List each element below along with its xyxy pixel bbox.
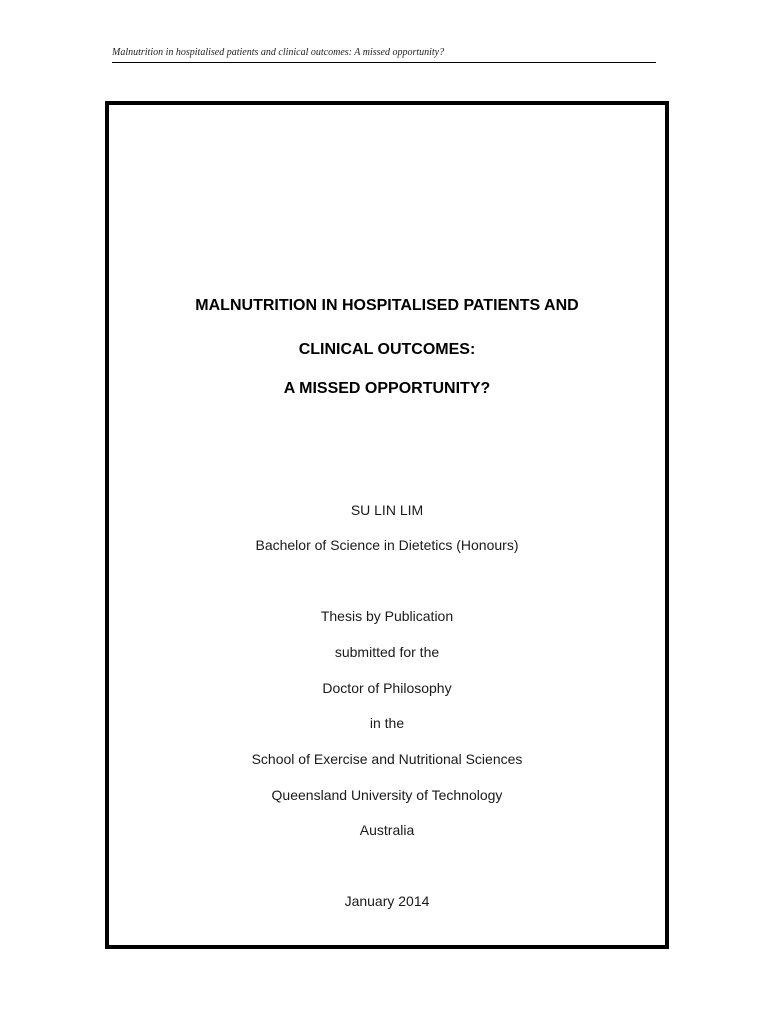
in-the-line: in the [369,715,405,731]
thesis-title-line-2: CLINICAL OUTCOMES: [298,341,476,358]
thesis-title-line-3: A MISSED OPPORTUNITY? [283,380,491,397]
country-name: Australia [359,822,415,838]
thesis-title-line-1: MALNUTRITION IN HOSPITALISED PATIENTS AND [195,297,579,314]
degree-sought: Doctor of Philosophy [322,680,452,696]
university-name: Queensland University of Technology [271,787,503,803]
title-page-frame [105,101,669,949]
author-name: SU LIN LIM [350,502,424,518]
running-header: Malnutrition in hospitalised patients and clinical outcomes: A missed opportunity? [112,46,656,63]
school-name: School of Exercise and Nutritional Sciences [251,751,523,767]
author-degree: Bachelor of Science in Dietetics (Honours) [255,537,519,553]
submitted-for-line: submitted for the [334,644,440,660]
thesis-type: Thesis by Publication [320,608,454,624]
submission-date: January 2014 [344,893,430,909]
